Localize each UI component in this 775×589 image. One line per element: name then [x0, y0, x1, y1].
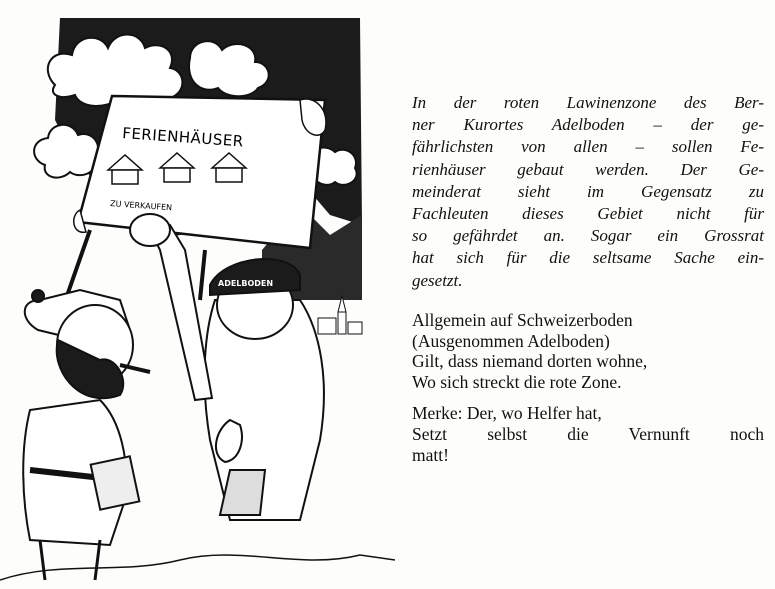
intro-paragraph: [412, 92, 764, 292]
sign-board: [78, 96, 325, 248]
ground-line: [0, 555, 395, 580]
moral-line: matt!: [412, 444, 449, 465]
cap-label: ADELBODEN: [218, 279, 274, 288]
intro-line: rienhäuser gebaut werden. Der Ge-: [412, 159, 764, 179]
moral-line: Merke: Der, wo Helfer hat,: [412, 403, 602, 424]
sign-title: FERIENHÄUSER: [121, 124, 245, 151]
verse-line: Allgemein auf Schweizerboden: [412, 309, 633, 330]
intro-line: gesetzt.: [412, 270, 463, 290]
intro-line: Fachleuten dieses Gebiet nicht für: [412, 204, 764, 224]
house-icons: [108, 153, 246, 184]
verse: [412, 310, 764, 393]
intro-line: ner Kurortes Adelboden – der ge-: [412, 115, 764, 135]
verse-line: (Ausgenommen Adelboden): [412, 330, 610, 351]
village: [318, 296, 362, 334]
moral-line: Setzt selbst die Vernunft noch: [412, 423, 764, 444]
intro-line: hat sich für die seltsame Sache ein-: [412, 248, 764, 268]
man-figure: [23, 290, 150, 580]
sign-subtitle: ZU VERKAUFEN: [109, 199, 173, 213]
intro-line: fährlichsten von allen – sollen Fe-: [412, 137, 764, 157]
intro-line: so gefährdet an. Sogar ein Grossrat: [412, 226, 764, 246]
intro-line: In der roten Lawinenzone des Ber-: [412, 93, 764, 112]
verse-line: Wo sich streckt die rote Zone.: [412, 372, 622, 393]
sign-post-right: [200, 250, 205, 300]
verse-line: Gilt, dass niemand dorten wohne,: [412, 351, 648, 372]
moral: [412, 403, 764, 465]
intro-line: meinderat sieht im Gegensatz zu: [412, 181, 764, 201]
article-text: [412, 92, 764, 465]
